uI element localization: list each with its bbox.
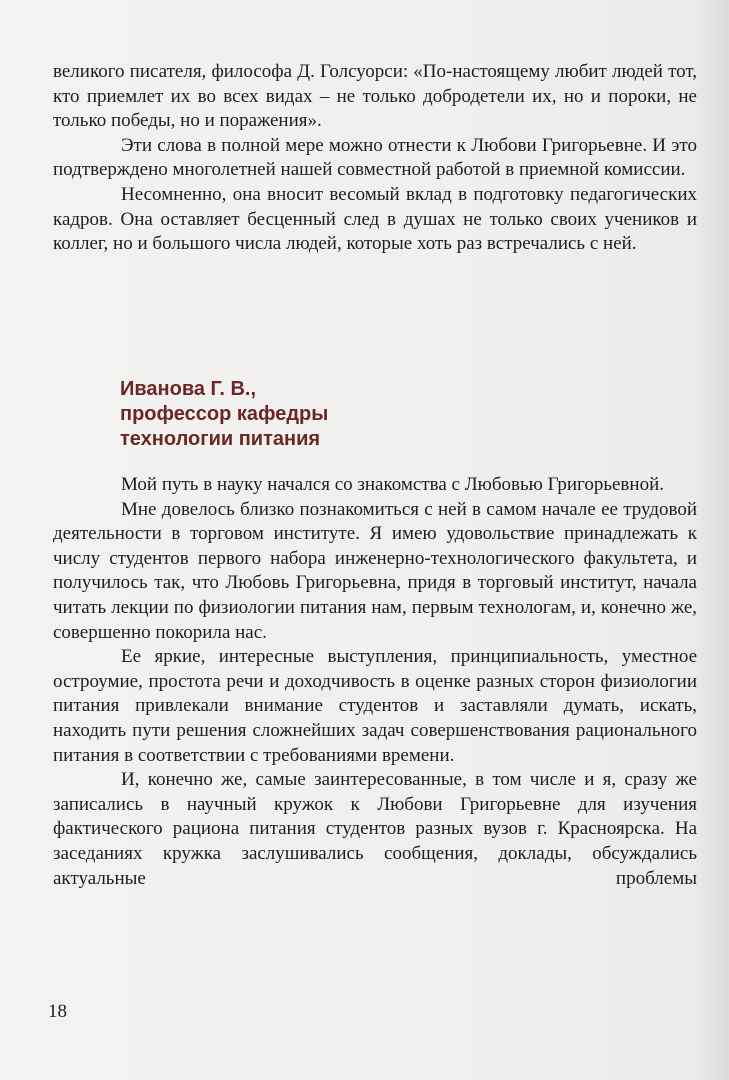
text-block-top <box>53 60 697 257</box>
author-heading <box>120 377 328 452</box>
paragraph: великого писателя, философа Д. Голсуорси: «По-настоящему любит людей тот, кто приемлет их во всех видах – не только добродетели их, но и пороки, не только победы, но и поражения». <box>53 61 697 132</box>
paragraph: Мой путь в науку начался со знакомства с Любовью Григорьевной. <box>121 474 664 495</box>
paragraph: Несомненно, она вносит весомый вклад в подготовку педагогических кадров. Она оставляет бесценный след в душах не только своих учеников и коллег, но и большого числа людей, которые хоть раз встречались с ней. <box>53 183 697 255</box>
author-department: технологии питания <box>120 428 321 450</box>
paragraph: Мне довелось близко познакомиться с ней в самом начале ее трудовой деятельности в торговом институте. Я имею удовольствие принадлежать к числу студентов первого набора инженерно-технологического факультета, и получилось так, что Любовь Григорьевна, придя в торговый институт, начала читать лекции по физиологии питания нам, первым технологам, и, конечно же, совершенно покорила нас. <box>53 498 697 643</box>
paragraph: Ее яркие, интересные выступления, принципиальность, уместное остроумие, простота речи и доходчивость в оценке разных сторон физиологии питания привлекали внимание студентов и заставляли думать, искать, находить пути решения сложнейших задач совершенствования рационального питания в соответствии с требованиями времени. <box>53 646 697 766</box>
paragraph: Эти слова в полной мере можно отнести к Любови Григорьевне. И это подтверждено многолетней нашей совместной работой в приемной комиссии. <box>53 134 697 181</box>
paragraph: И, конечно же, самые заинтересованные, в том числе и я, сразу же записались в научный кружок к Любови Григорьевне для изучения фактического рациона питания студентов разных вузов г. Красноярска. На заседаниях кружка заслушивались сообщения, доклады, обсуждались актуальные проблемы <box>53 769 697 889</box>
author-name: Иванова Г. В., <box>120 378 257 400</box>
page-number: 18 <box>48 1001 67 1022</box>
author-position: профессор кафедры <box>120 403 329 425</box>
text-block-bottom <box>53 473 697 891</box>
